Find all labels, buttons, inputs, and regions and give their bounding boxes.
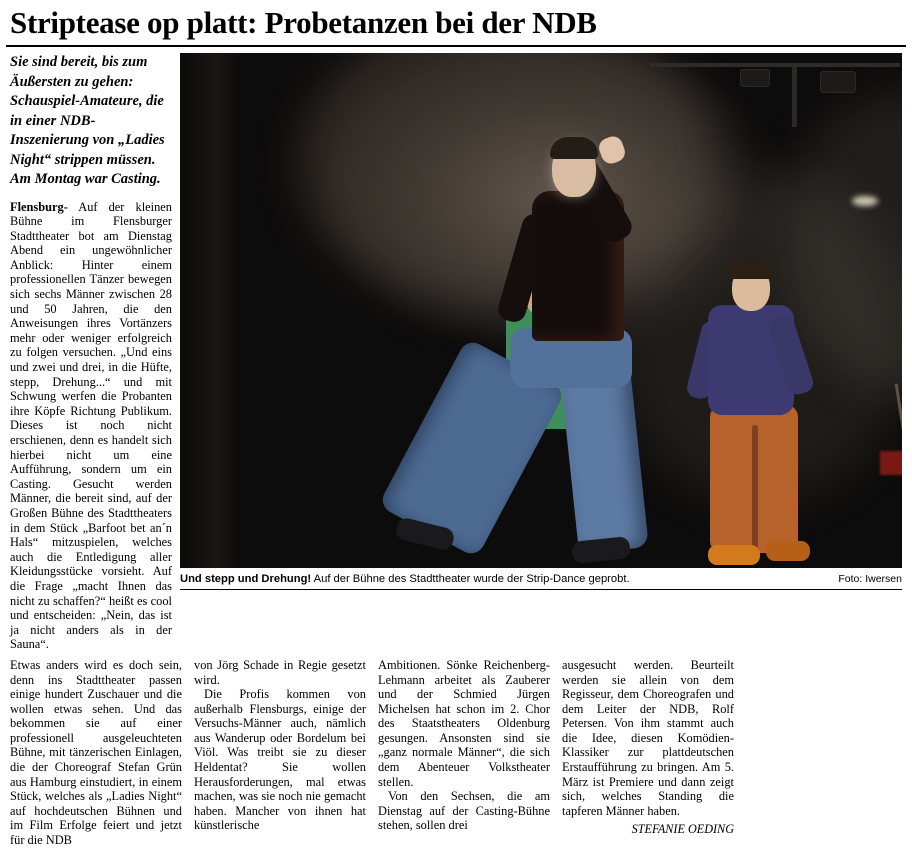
paragraph: Etwas anders wird es doch sein, denn ins Stadttheater passen einige hundert Zuschauer und die wollen etwas sehen. Und das bekommen sie auf einer professionell ausgeleuchteten Bühne, mit tänzerischen Einlagen, die der Choreograf Stefan Grün aus Hamburg einstudiert, in einem Stück, welches als „Ladies Night“ auf hochdeutschen Bühnen und im Film Erfolge feiert und jetzt für die NDB	[10, 657, 182, 848]
article-column-4	[562, 658, 734, 848]
photo-caption	[180, 572, 630, 586]
photo-caption-row	[180, 572, 902, 586]
paragraph: Ambitionen. Sönke Reichenberg-Lehmann arbeitet als Zauberer und der Schmied Jürgen Michelsen hat schon im 2. Chor des Staatstheaters Oldenburg gesungen. Ansonsten sind sie „ganz normale Männer“, die sich dem Abenteuer Volkstheater stellen.	[378, 657, 550, 789]
stage-prop-red	[880, 451, 902, 475]
caption-divider	[180, 589, 902, 590]
article-column-3	[378, 658, 550, 848]
photo-caption-lead: Und stepp und Drehung!	[180, 573, 312, 585]
photo-credit: Foto: Iwersen	[838, 573, 902, 585]
lighting-rig-bar	[650, 63, 900, 67]
paragraph: ausgesucht werden. Beurteilt werden sie allein von dem Regisseur, dem Choreografen und dem Leiter der NDB, Rolf Petersen. Von ihm stammt auch die Idee, diesen Komödien-Klassiker zur plattdeutschen Erstaufführung zu bringen. Am 5. März ist Premiere und dann zeigt sich, welches Standing die tapferen Männer haben.	[562, 657, 734, 818]
paragraph: von Jörg Schade in Regie gesetzt wird.	[194, 657, 366, 687]
page-title: Striptease op platt: Probetanzen bei der NDB	[10, 5, 597, 40]
dateline: Flensburg-	[10, 199, 68, 214]
intro-paragraph	[10, 200, 172, 652]
article-upper-section	[4, 53, 908, 652]
article-photo	[180, 53, 902, 568]
headline-divider	[6, 45, 906, 47]
photo-caption-text: Auf der Bühne des Stadttheater wurde der Strip-Dance geprobt.	[311, 573, 630, 585]
paragraph: Die Profis kommen von außerhalb Flensburgs, einige der Versuchs-Männer auch, nämlich aus Wanderup oder Bordelum bei Viöl. Was treibt sie zu dieser Heldentat? Sie wollen Herausforderungen, mal etwas machen, was sie noch nie gemacht haben. Mancher von ihnen hat künstlerische	[194, 687, 366, 833]
lead-paragraph: Sie sind bereit, bis zum Äußersten zu gehen: Schauspiel-Amateure, die in einer NDB-Inszenierung von „Ladies Night“ strippen müssen. Am Montag war Casting.	[10, 54, 165, 187]
intro-text: Auf der kleinen Bühne im Flensburger Stadttheater bot am Dienstag Abend ein ungewöhnlicher Anblick: Hinter einem professionellen Tänzer bewegen sich sechs Männer zwischen 28 und 50 Jahren, die den Anweisungen ihres Vortänzers mehr oder weniger erfolgreich zu folgen versuchen. „Und eins und zwei und drei, in die Hüfte, stepp, Drehung...“ und mit Schwung werfen die Probanten ihre Köpfe Richtung Publikum. Dieses ist noch nicht erschienen, denn es handelt sich hierbei nicht um eine Aufführung, sondern um ein Casting. Gesucht werden Männer, die bereit sind, auf der Großen Bühne des Stadttheaters in dem Stück „Barfoot bet an´n Hals“ mitzuspielen, welches auch die Entledigung aller Kleidungsstücke vorsieht. Auf die Frage „macht Ihnen das nicht zu schaffen?“ heißt es cool und entscheiden: „Nein, das ist ja nicht anders als in der Sauna“.	[10, 199, 172, 652]
stage-curtain	[180, 53, 240, 568]
article-columns	[4, 658, 908, 848]
stage-light-glow	[852, 196, 878, 206]
lead-column	[4, 53, 180, 652]
paragraph: Von den Sechsen, die am Dienstag auf der Casting-Bühne stehen, sollen drei	[378, 789, 550, 833]
photo-column	[180, 53, 908, 590]
stage-lamp-one	[820, 71, 856, 93]
lighting-rig-post	[792, 67, 797, 127]
article-byline: STEFANIE OEDING	[631, 822, 734, 837]
stage-lamp-two	[740, 69, 770, 87]
article-column-2	[194, 658, 366, 848]
article-column-1	[10, 658, 182, 848]
